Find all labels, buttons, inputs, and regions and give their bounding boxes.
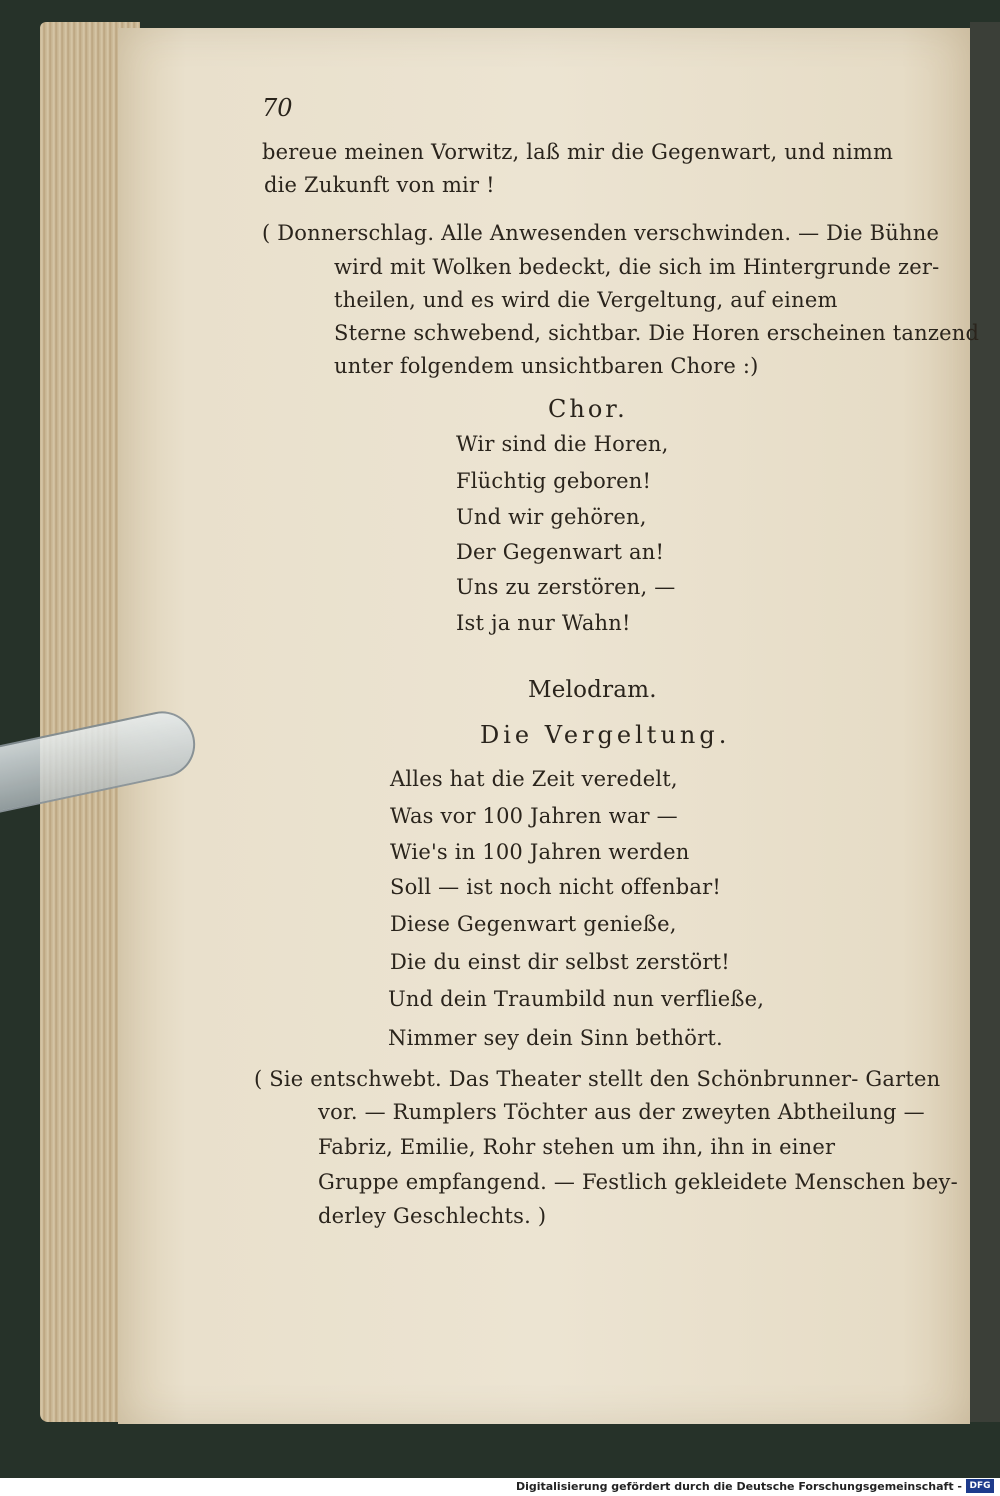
chor-line-2: Flüchtig geboren! — [456, 469, 652, 493]
verse-line-3: Wie's in 100 Jahren werden — [390, 840, 690, 864]
chor-line-5: Uns zu zerstören, — — [456, 575, 676, 599]
stage-direction-1-line-3: theilen, und es wird die Vergeltung, auf einem — [334, 288, 838, 312]
verse-line-5: Diese Gegenwart genieße, — [390, 912, 677, 936]
stage-direction-1-line-5: unter folgendem unsichtbaren Chore :) — [334, 354, 759, 378]
stage-direction-1-line-1: ( Donnerschlag. Alle Anwesenden verschwinden. — Die Bühne — [262, 221, 940, 245]
stage-direction-2-line-3: Fabriz, Emilie, Rohr stehen um ihn, ihn in einer — [318, 1135, 836, 1159]
melodram-heading: Melodram. — [528, 677, 657, 703]
speaker-heading: Die Vergeltung. — [480, 721, 731, 749]
chor-heading: Chor. — [548, 395, 628, 423]
verse-line-6: Die du einst dir selbst zerstört! — [390, 950, 730, 974]
verse-line-7: Und dein Traumbild nun verfließe, — [388, 987, 765, 1011]
stage-direction-2-line-2: vor. — Rumplers Töchter aus der zweyten Abtheilung — — [318, 1100, 925, 1124]
verse-line-4: Soll — ist noch nicht offenbar! — [390, 875, 721, 899]
dfg-logo: DFG — [966, 1479, 994, 1493]
stage-direction-2-line-4: Gruppe empfangend. — Festlich gekleidete Menschen bey- — [318, 1170, 958, 1194]
chor-line-3: Und wir gehören, — [456, 505, 647, 529]
page-number: 70 — [262, 94, 293, 122]
footer-credit: Digitalisierung gefördert durch die Deutsche Forschungsgemeinschaft - — [515, 1480, 962, 1493]
verse-line-8: Nimmer sey dein Sinn bethört. — [388, 1026, 723, 1050]
facing-page-edge — [970, 22, 1000, 1422]
chor-line-4: Der Gegenwart an! — [456, 540, 665, 564]
verse-line-2: Was vor 100 Jahren war — — [390, 804, 678, 828]
chor-line-6: Ist ja nur Wahn! — [456, 611, 631, 635]
verse-line-1: Alles hat die Zeit veredelt, — [390, 767, 678, 791]
stage-direction-1-line-2: wird mit Wolken bedeckt, die sich im Hintergrunde zer- — [334, 255, 940, 279]
speech-line-2: die Zukunft von mir ! — [264, 173, 495, 197]
stage-direction-2-line-1: ( Sie entschwebt. Das Theater stellt den Schönbrunner- Garten — [254, 1067, 941, 1091]
stage-direction-2-line-5: derley Geschlechts. ) — [318, 1204, 547, 1228]
speech-line-1: bereue meinen Vorwitz, laß mir die Gegenwart, und nimm — [262, 140, 894, 164]
chor-line-1: Wir sind die Horen, — [456, 432, 669, 456]
stage-direction-1-line-4: Sterne schwebend, sichtbar. Die Horen erscheinen tanzend — [334, 321, 980, 345]
